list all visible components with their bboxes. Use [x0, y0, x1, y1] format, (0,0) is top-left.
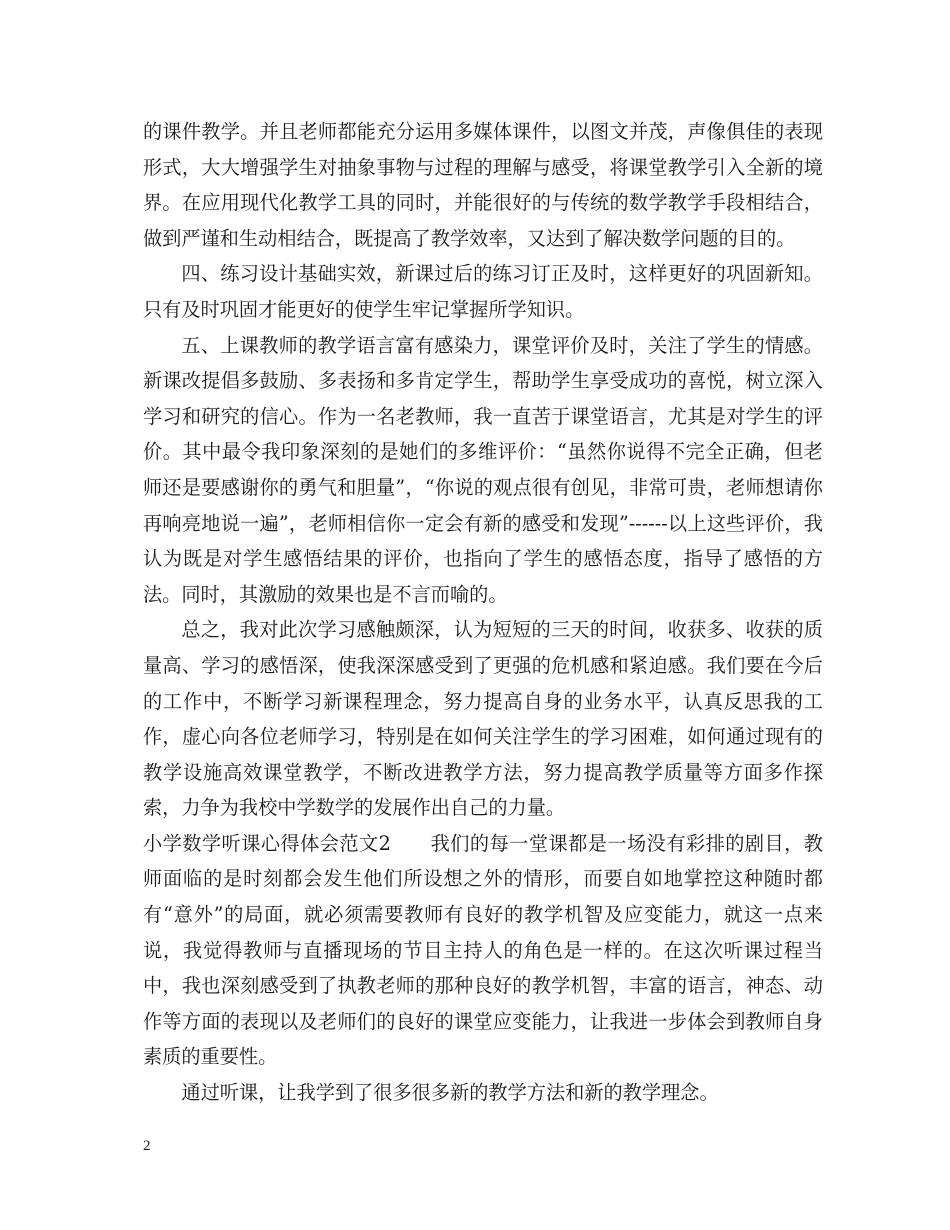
document-body — [143, 114, 823, 1111]
section-body: 我们的每一堂课都是一场没有彩排的剧目，教师面临的是时刻都会发生他们所设想之外的情形，而要自如地掌控这种随时都有“意外”的局面，就必须需要教师有良好的教学机智及应变能力，就这一点来说，我觉得教师与直播现场的节目主持人的角色是一样的。在这次听课过程当中，我也深刻感受到了执教老师的那种良好的教学机智，丰富的语言，神态、动作等方面的表现以及老师们的良好的课堂应变能力，让我进一步体会到教师自身素质的重要性。 — [143, 831, 823, 1069]
paragraph-summary: 总之，我对此次学习感触颇深，认为短短的三天的时间，收获多、收获的质量高、学习的感悟深，使我深深感受到了更强的危机感和紧迫感。我们要在今后的工作中，不断学习新课程理念，努力提高自身的业务水平，认真反思我的工作，虚心向各位老师学习，特别是在如何关注学生的学习困难，如何通过现有的教学设施高效课堂教学，不断改进教学方法，努力提高教学质量等方面多作探索，力争为我校中学数学的发展作出自己的力量。 — [143, 618, 823, 820]
paragraph-practice-design: 四、练习设计基础实效，新课过后的练习订正及时，这样更好的巩固新知。只有及时巩固才能更好的使学生牢记掌握所学知识。 — [143, 262, 823, 321]
paragraph-courseware: 的课件教学。并且老师都能充分运用多媒体课件，以图文并茂，声像俱佳的表现形式，大大增强学生对抽象事物与过程的理解与感受，将课堂教学引入全新的境界。在应用现代化教学工具的同时，并能很好的与传统的数学教学手段相结合，做到严谨和生动相结合，既提高了教学效率，又达到了解决数学问题的目的。 — [143, 120, 823, 250]
section-paragraph — [143, 826, 823, 1075]
paragraph-teaching-language: 五、上课教师的教学语言富有感染力，课堂评价及时，关注了学生的情感。新课改提倡多鼓励、多表扬和多肯定学生，帮助学生享受成功的喜悦，树立深入学习和研究的信心。作为一名老教师，我一直苦于课堂语言，尤其是对学生的评价。其中最令我印象深刻的是她们的多维评价：“虽然你说得不完全正确，但老师还是要感谢你的勇气和胆量”，“你说的观点很有创见，非常可贵，老师想请你再响亮地说一遍”，老师相信你一定会有新的感受和发现”------以上这些评价，我认为既是对学生感悟结果的评价，也指向了学生的感悟态度，指导了感悟的方法。同时，其激励的效果也是不言而喻的。 — [143, 333, 823, 606]
page-number: 2 — [143, 1138, 151, 1154]
paragraph-closing: 通过听课，让我学到了很多很多新的教学方法和新的教学理念。 — [181, 1081, 719, 1105]
section-title: 小学数学听课心得体会范文2 — [143, 831, 391, 855]
